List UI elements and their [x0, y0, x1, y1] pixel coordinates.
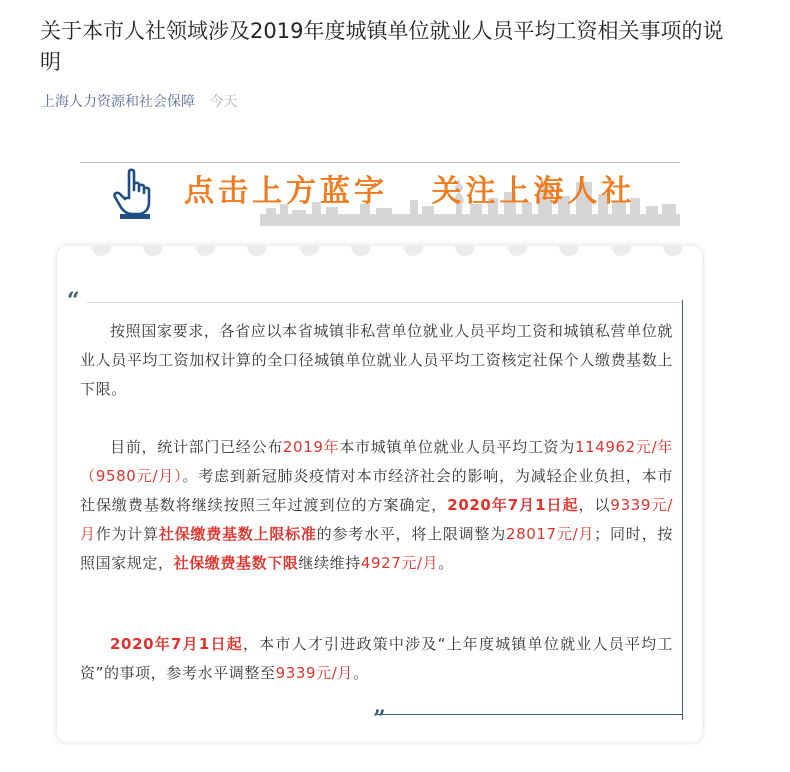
paragraph-1-text: 按照国家要求，各省应以本省城镇非私营单位就业人员平均工资和城镇私营单位就业人员平均工资加权计算的全口径城镇单位就业人员平均工资核定社保个人缴费基数上下限。: [80, 322, 673, 398]
card-bottom-divider: [377, 714, 682, 715]
close-quote-icon: ”: [373, 706, 384, 732]
open-quote-icon: “: [67, 288, 78, 314]
article-title: 关于本市人社领域涉及2019年度城镇单位就业人员平均工资相关事项的说明: [40, 19, 724, 74]
text-segment: 作为计算: [95, 525, 159, 543]
highlight-lower-limit: 4927元/月: [360, 554, 439, 572]
highlight-year: 2019年: [282, 438, 340, 456]
paragraph-1: [80, 317, 673, 404]
text-segment: 的参考水平，将上限调整为: [316, 525, 506, 543]
text-segment: ，本市人才引进政策中涉及“上年度城镇单位就业人员平均工资”的事项，参考水平调整至: [80, 635, 673, 682]
card-right-rule: [682, 300, 683, 720]
highlight-average-wage: 114962元/年（9580元/月）: [80, 438, 673, 485]
banner-divider: [80, 162, 680, 163]
text-segment: 。: [353, 664, 369, 682]
highlight-upper-limit: 28017元/月: [505, 525, 595, 543]
pointing-hand-icon: [110, 168, 158, 220]
account-name-link[interactable]: 上海人力资源和社会保障: [41, 94, 195, 110]
text-segment: 。考虑到新冠肺炎疫情对本市经济社会的影响，为减轻企业负担，本市社保缴费基数将继续按照三年过渡到位的方案确定，: [80, 467, 673, 514]
card-top-divider: [87, 302, 683, 303]
text-segment: ，以: [578, 496, 611, 514]
highlight-reference-level: 9339元/月: [275, 664, 354, 682]
highlight-upper-limit-standard: 社保缴费基数上限标准: [158, 525, 317, 543]
scallop-edge: [57, 246, 702, 266]
text-segment: 本市城镇单位就业人员平均工资为: [339, 438, 575, 456]
paragraph-2: [80, 433, 673, 578]
highlight-effective-date: 2020年7月1日起: [110, 635, 243, 653]
highlight-lower-limit-label: 社保缴费基数下限: [173, 554, 299, 572]
text-segment: 继续维持: [298, 554, 361, 572]
highlight-effective-date: 2020年7月1日起: [447, 496, 579, 514]
follow-banner[interactable]: [80, 162, 680, 226]
follow-banner-text: 点击上方蓝字 关注上海人社: [184, 174, 636, 209]
article-meta: [41, 92, 237, 112]
quote-card: [57, 246, 702, 742]
text-segment: 目前，统计部门已经公布: [110, 438, 283, 456]
paragraph-3: [80, 630, 673, 688]
text-segment: 。: [438, 554, 454, 572]
text-segment: ；同时，按照国家规定，: [80, 525, 673, 572]
highlight-reference-level: 9339元/月: [80, 496, 673, 543]
publish-date: 今天: [209, 94, 238, 110]
